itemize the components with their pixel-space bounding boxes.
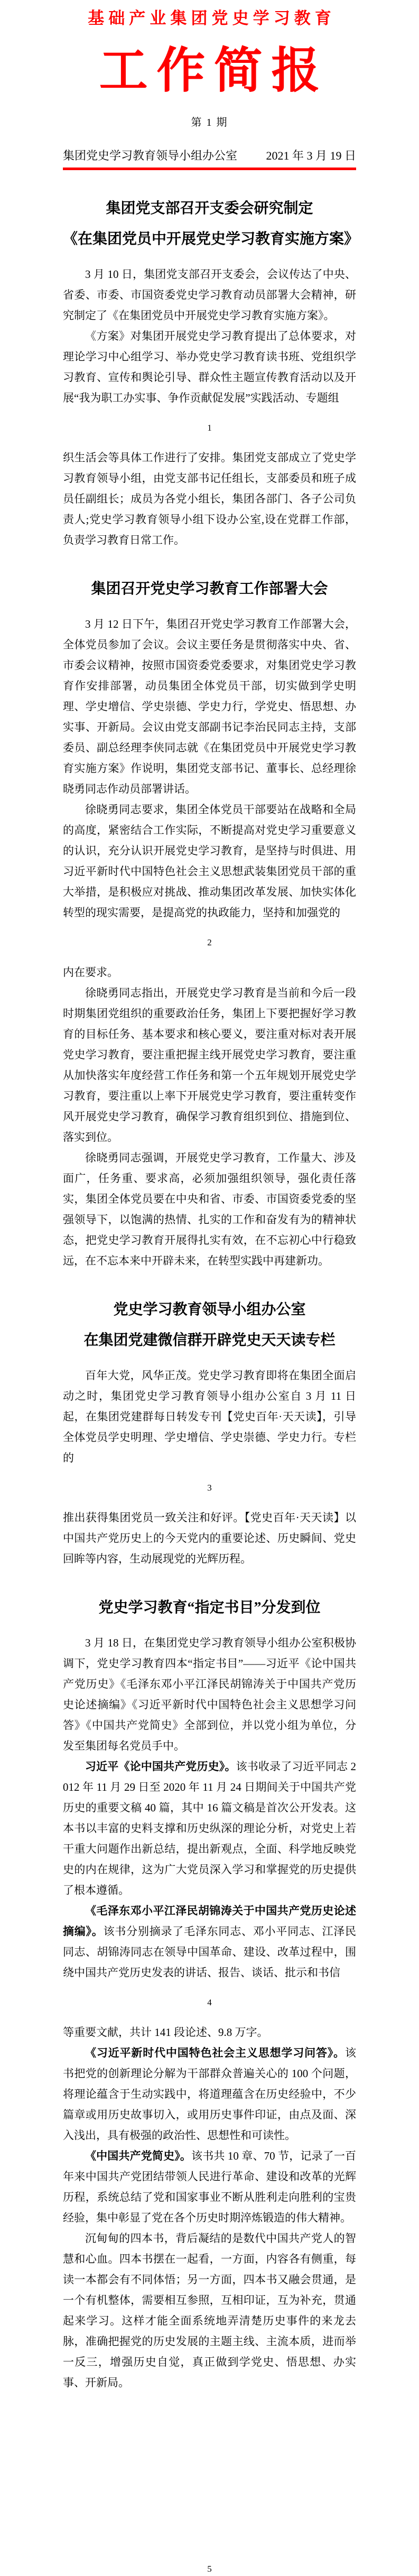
- masthead-divider: [63, 168, 356, 170]
- paragraph-text: 该书共 10 章、70 节，记录了一百年来中国共产党团结带领人民进行革命、建设和改革的光辉历程，系统总结了党和国家事业不断从胜利走向胜利的宝贵经验，集中彰显了党在各个历史时期淬炼锻造的伟大精神。: [63, 2150, 356, 2224]
- section-2-title-line-1: 集团召开党史学习教育工作部署大会: [91, 581, 328, 597]
- page-number: 2: [207, 937, 212, 947]
- issuer-row: [63, 148, 356, 164]
- section-4-paragraph: [63, 2043, 356, 2146]
- section-1-paragraph: 《方案》对集团开展党史学习教育提出了总体要求，对理论学习中心组学习、举办党史学习教育读书班、党组织学习教育、宣传和舆论引导、群众性主题宣传教育活动以及开展“我为职工办实事、争作贡献促发展”实践活动、专题组: [63, 330, 356, 404]
- page-number: 1: [207, 423, 212, 433]
- section-4-paragraph: 3 月 18 日，在集团党史学习教育领导小组办公室积极协调下，党史学习教育四本“指定书目”——习近平《论中国共产党历史》《毛泽东邓小平江泽民胡锦涛关于中国共产党历史论述摘编》《习近平新时代中国特色社会主义思想学习问答》《中国共产党简史》全部到位，并以党小组为单位，分发至集团每名党员手中。: [63, 1636, 356, 1752]
- section-4-paragraph-continued: 等重要文献，共计 141 段论述、9.8 万字。: [63, 2026, 268, 2039]
- issue-number: 第 1 期: [191, 117, 228, 128]
- section-1-title-line-2: 《在集团党员中开展党史学习教育实施方案》: [63, 231, 359, 247]
- section-4-paragraph: [63, 2146, 356, 2228]
- section-2-paragraph: 徐晓勇同志强调，开展党史学习教育，工作量大、涉及面广，任务重、要求高，必须加强组织领导，强化责任落实，集团全体党员要在中央和省、市委、市国资委党委的坚强领导下，以饱满的热情、扎实的工作和奋发有为的精神状态，把党史学习教育开展得扎实有效，在不忘初心中行稳致远，在不忘本来中开辟未来，在转型实践中再建新功。: [63, 1151, 356, 1267]
- page-number: 3: [207, 1483, 212, 1493]
- section-1-title: [63, 193, 359, 255]
- paragraph-text: 该书把党的创新理论分解为干部群众普遍关心的 100 个问题，将理论蕴含于生动实践中，将道理蕴含在历史经验中，不少篇章或用历史故事切入，或用历史事件印证，由点及面、深入浅出，具有极强的政治性、思想性和可读性。: [63, 2047, 356, 2142]
- section-4-paragraph: [63, 1756, 356, 1901]
- section-4-title-line-1: 党史学习教育“指定书目”分发到位: [98, 1599, 321, 1616]
- page-number: 4: [207, 1997, 212, 2007]
- section-4-title: [63, 1593, 356, 1623]
- section-4-paragraph: 沉甸甸的四本书，背后凝结的是数代中国共产党人的智慧和心血。四本书摆在一起看，一方面，内容各有侧重，每读一本都会有不同体悟；另一方面，四本书又融会贯通，是一个有机整体，需要相互参照，互相印证，互为补充，贯通起来学习。这样才能全面系统地弄清楚历史事件的来龙去脉，准确把握党的历史发展的主题主线、主流本质，进而举一反三，增强历史自觉，真正做到学党史、悟思想、办实事、开新局。: [63, 2232, 356, 2389]
- section-2-paragraph: 3 月 12 日下午，集团召开党史学习教育工作部署大会，全体党员参加了会议。会议主要任务是贯彻落实中央、省、市委会议精神，按照市国资委党委要求，对集团党史学习教育作安排部署，动员集团全体党员干部，切实做到学史明理、学史增信、学史崇德、学史力行，学党史、悟思想、办实事、开新局。会议由党支部副书记李治民同志主持，支部委员、副总经理李侠同志就《在集团党员中开展党史学习教育实施方案》作说明，集团党支部书记、董事长、总经理徐晓勇同志作动员部署讲话。: [63, 618, 356, 795]
- section-1-paragraph: 3 月 10 日，集团党支部召开支委会，会议传达了中央、省委、市委、市国资委党史学习教育动员部署大会精神，研究制定了《在集团党员中开展党史学习教育实施方案》。: [63, 268, 356, 322]
- section-3-title: [63, 1295, 356, 1356]
- issue-date: 2021 年 3 月 19 日: [266, 149, 356, 162]
- masthead-title: 工作简报: [99, 44, 329, 98]
- paragraph-text: 该书收录了习近平同志 2012 年 11 月 29 日至 2020 年 11 月 24 日期间关于中国共产党历史的重要文稿 40 篇，其中 16 篇文稿是首次公开发表。这本书以丰富的史料支撑和历史纵深的理论分析，对党史上若干重大问题作出新总结，提出新观点，全面、科学地反映党史的内在规律，这为广大党员深入学习和掌握党的历史提供了根本遵循。: [63, 1760, 357, 1896]
- section-3-title-line-2: 在集团党建微信群开辟党史天天读专栏: [83, 1332, 336, 1349]
- section-4-paragraph: [63, 1901, 356, 1983]
- trailing-whitespace: [63, 2393, 356, 2562]
- book-title-lead: 习近平《论中国共产党历史》。: [85, 1760, 236, 1773]
- section-3-title-line-1: 党史学习教育领导小组办公室: [113, 1301, 306, 1318]
- section-2-title: [63, 574, 356, 605]
- issuing-office: 集团党史学习教育领导小组办公室: [63, 149, 238, 162]
- section-2-paragraph: 徐晓勇同志要求，集团全体党员干部要站在战略和全局的高度，紧密结合工作实际，不断提高对党史学习重要意义的认识，充分认识开展党史学习教育，是坚持与时俱进、用习近平新时代中国特色社会主义思想武装集团党员干部的重大举措，是积极应对挑战、推动集团改革发展、加快实体化转型的现实需要，是提高党的执政能力，坚持和加强党的: [63, 803, 356, 919]
- section-2-paragraph-continued: 内在要求。: [63, 966, 118, 979]
- section-1-paragraph-continued: 织生活会等具体工作进行了安排。集团党支部成立了党史学习教育领导小组，由党支部书记任组长，支部委员和班子成员任副组长；成员为各党小组长，集团各部门、各子公司负责人;党史学习教育领导小组下设办公室,设在党群工作部，负责学习教育日常工作。: [63, 451, 356, 546]
- book-title-lead: 《习近平新时代中国特色社会主义思想学习问答》。: [85, 2047, 345, 2059]
- book-title-lead: 《毛泽东邓小平江泽民胡锦涛关于中国共产党历史论述摘编》。: [63, 1904, 356, 1938]
- book-title-lead: 《中国共产党简史》。: [85, 2150, 192, 2162]
- masthead-kicker: 基础产业集团党史学习教育: [88, 9, 336, 27]
- page-number: 5: [207, 2564, 212, 2574]
- section-2-paragraph: 徐晓勇同志指出，开展党史学习教育是当前和今后一段时期集团党组织的重要政治任务，集团上下要把握好学习教育的目标任务、基本要求和核心要义，要注重对标对表开展党史学习教育，要注重把握主线开展党史学习教育，要注重从加快落实年度经营工作任务和第一个五年规划开展党史学习教育，要注重以上率下开展党史学习教育，要注重转变作风开展党史学习教育，确保学习教育组织到位、措施到位、落实到位。: [63, 987, 356, 1143]
- paragraph-text: 该书分别摘录了毛泽东同志、邓小平同志、江泽民同志、胡锦涛同志在领导中国革命、建设、改革过程中，围绕中国共产党历史发表的讲话、报告、谈话、批示和书信: [63, 1925, 357, 1979]
- masthead: [63, 7, 356, 170]
- section-1-title-line-1: 集团党支部召开支委会研究制定: [106, 200, 313, 217]
- section-3-paragraph-continued: 推出获得集团党员一致关注和好评。【党史百年·天天读】以中国共产党历史上的今天党内的重要论述、历史瞬间、党史回眸等内容，生动展现党的光辉历程。: [63, 1511, 356, 1565]
- bulletin-body: [63, 193, 359, 2576]
- section-3-paragraph: 百年大党，风华正茂。党史学习教育即将在集团全面启动之时，集团党史学习教育领导小组办公室自 3 月 11 日起，在集团党建群每日转发专刊【党史百年·天天读】，引导全体党员学史明理、学史增信、学史崇德、学史力行。专栏的: [63, 1369, 356, 1464]
